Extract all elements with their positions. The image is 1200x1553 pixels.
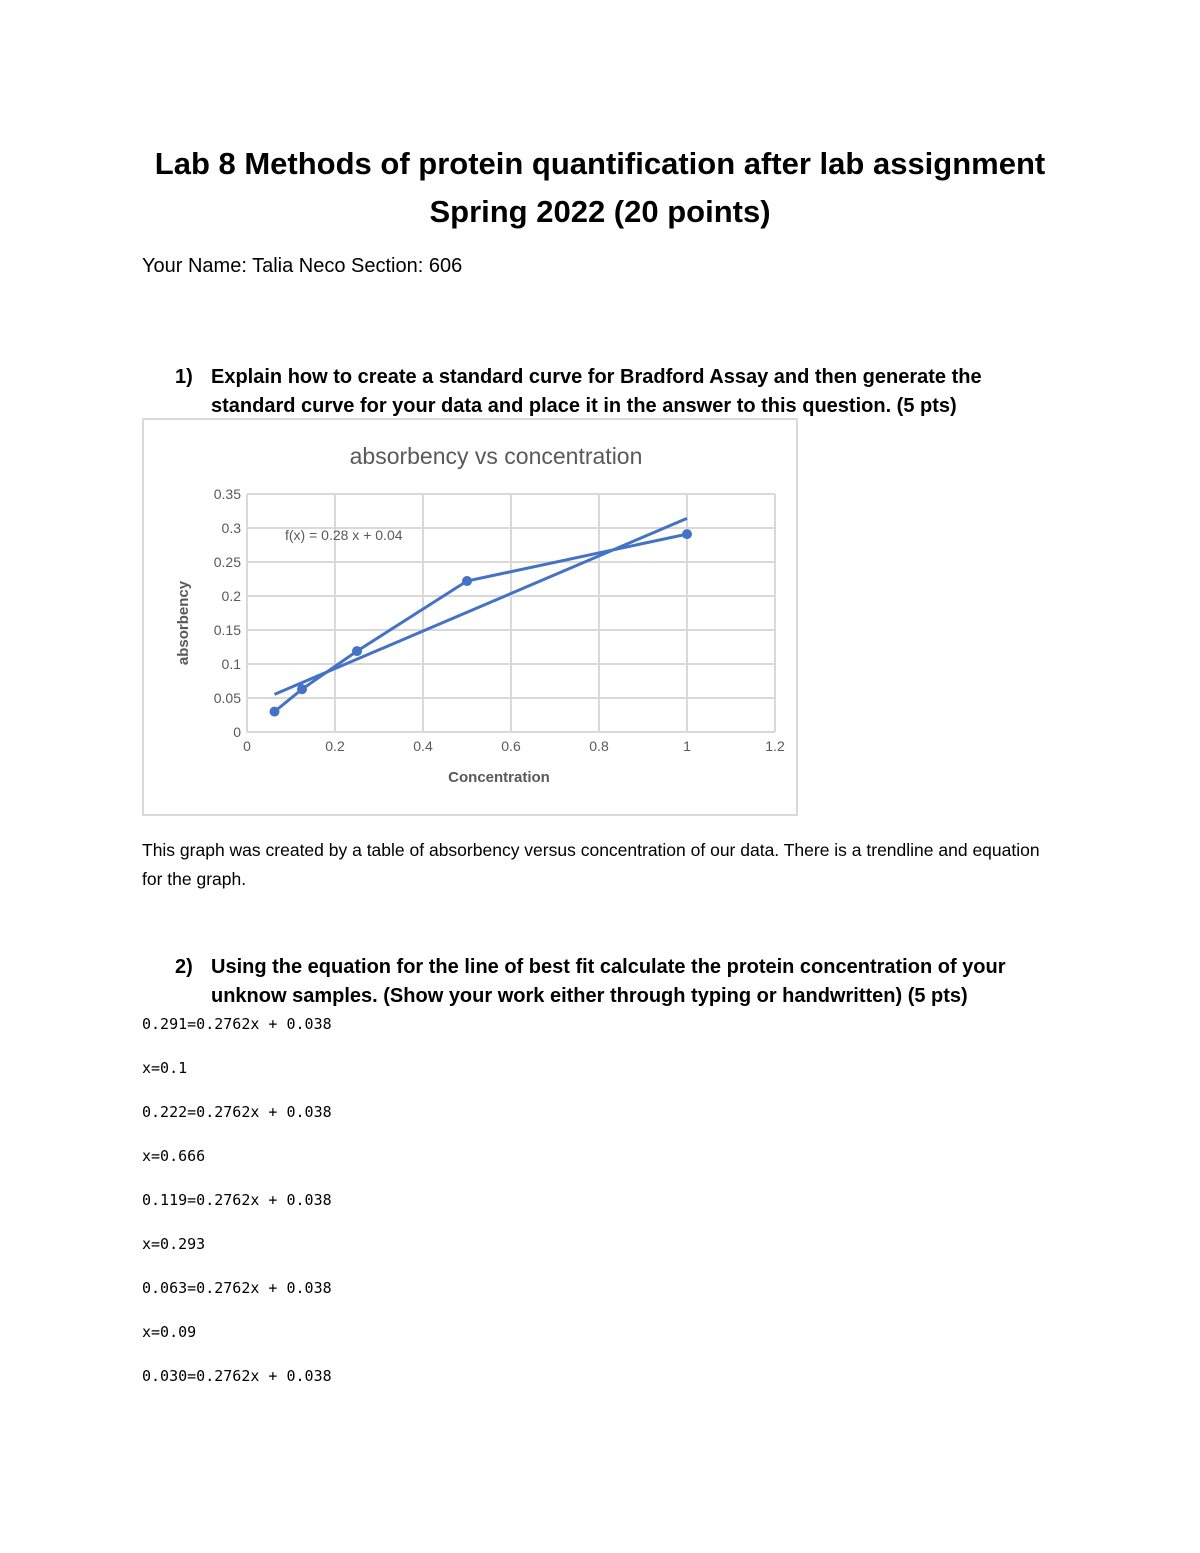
y-axis-label: absorbency	[175, 580, 192, 666]
y-tick-label: 0.3	[221, 520, 241, 536]
work-line: x=0.666	[142, 1147, 206, 1165]
question-2-text: Using the equation for the line of best fit calculate the protein concentration of your unknow samples. (Show your work either through typing or handwritten) (5 pts)	[211, 956, 1006, 1007]
work-line: 0.222=0.2762x + 0.038	[142, 1103, 332, 1121]
data-point	[270, 707, 280, 717]
work-line: 0.063=0.2762x + 0.038	[142, 1279, 332, 1297]
answer-1-paragraph: This graph was created by a table of absorbency versus concentration of our data. There is a trendline and equation for the graph.	[142, 840, 1040, 889]
data-point	[462, 576, 472, 586]
x-tick-label: 0	[243, 738, 251, 754]
document-title-line1: Lab 8 Methods of protein quantification after lab assignment	[154, 146, 1046, 181]
chart-svg	[144, 420, 796, 814]
work-line: 0.291=0.2762x + 0.038	[142, 1015, 332, 1033]
document-title-line2: Spring 2022 (20 points)	[429, 194, 771, 229]
data-point	[352, 646, 362, 656]
y-tick-label: 0.35	[213, 486, 241, 502]
x-tick-label: 1	[683, 738, 691, 754]
data-point	[297, 684, 307, 694]
y-tick-label: 0.05	[213, 690, 241, 706]
x-tick-label: 0.6	[501, 738, 521, 754]
work-line: 0.119=0.2762x + 0.038	[142, 1191, 332, 1209]
x-axis-label: Concentration	[448, 769, 550, 786]
standard-curve-chart	[142, 418, 798, 816]
x-tick-label: 0.4	[413, 738, 433, 754]
question-1-number: 1)	[175, 366, 193, 388]
y-tick-label: 0.25	[213, 554, 241, 570]
x-tick-label: 0.2	[325, 738, 345, 754]
work-line: x=0.1	[142, 1059, 188, 1077]
trendline	[275, 518, 688, 694]
work-line: x=0.293	[142, 1235, 206, 1253]
y-tick-label: 0.15	[213, 622, 241, 638]
name-section-line: Your Name: Talia Neco Section: 606	[142, 255, 463, 277]
x-tick-label: 0.8	[589, 738, 609, 754]
x-tick-label: 1.2	[765, 738, 785, 754]
trendline-equation: f(x) = 0.28 x + 0.04	[285, 527, 403, 543]
y-tick-label: 0.2	[221, 588, 241, 604]
work-line: x=0.09	[142, 1323, 197, 1341]
question-1-text: Explain how to create a standard curve for Bradford Assay and then generate the standard curve for your data and place it in the answer to this question. (5 pts)	[211, 366, 982, 417]
y-tick-label: 0.1	[221, 656, 241, 672]
series-line	[275, 534, 688, 711]
y-tick-label: 0	[233, 724, 241, 740]
work-line: 0.030=0.2762x + 0.038	[142, 1367, 332, 1385]
chart-title: absorbency vs concentration	[349, 443, 643, 469]
data-point	[682, 529, 692, 539]
question-2-number: 2)	[175, 956, 193, 978]
